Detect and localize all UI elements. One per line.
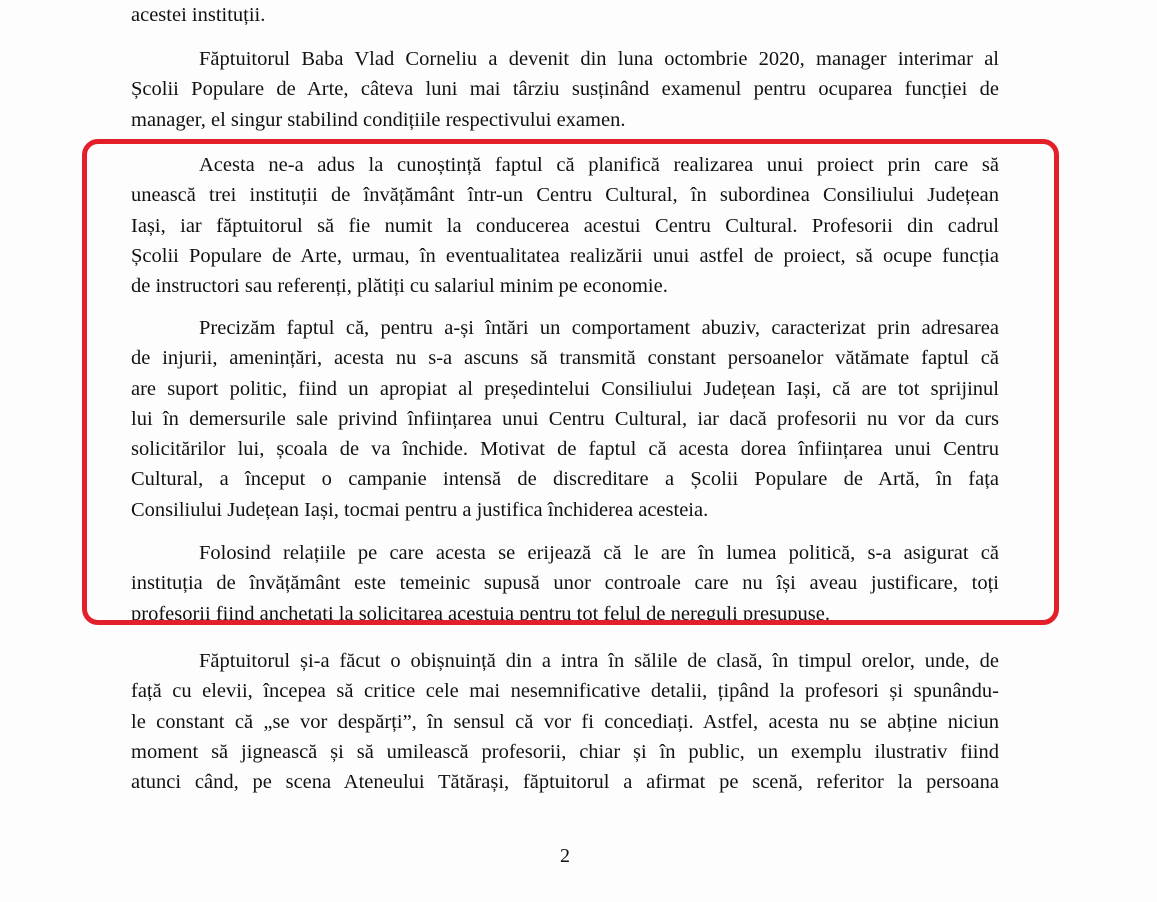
text-line: de injurii, amenințări, acesta nu s-a ascuns să transmită constant persoanelor vătămate faptul că: [131, 347, 999, 370]
text-line: Precizăm faptul că, pentru a-și întări un comportament abuziv, caracterizat prin adresarea: [199, 317, 999, 339]
text-line: moment să jignească și să umilească profesorii, chiar și în public, un exemplu ilustrativ fiind: [131, 740, 999, 763]
text-line: Școlii Populare de Arte, câteva luni mai târziu susținând examenul pentru ocuparea funcției de: [131, 78, 999, 101]
text-line: instituția de învățământ este temeinic supusă unor controale care nu își aveau justificare, toți: [131, 572, 999, 595]
text-line: Iași, iar făptuitorul să fie numit la conducerea acestui Centru Cultural. Profesorii din cadrul: [131, 214, 999, 237]
text-line: Consiliului Județean Iași, tocmai pentru a justifica închiderea acesteia.: [131, 498, 709, 521]
text-line: profesorii fiind anchetați la solicitarea acestuia pentru tot felul de nereguli presupuse.: [131, 602, 831, 625]
page-number: 2: [560, 845, 570, 867]
red-highlight-frame: [82, 139, 1059, 625]
text-line: Acesta ne-a adus la cunoștință faptul că planifică realizarea unui proiect prin care să: [199, 154, 999, 176]
text-line: Școlii Populare de Arte, urmau, în eventualitatea realizării unui astfel de proiect, să ocupe funcția: [131, 244, 999, 267]
paragraph-manager: [131, 44, 999, 135]
text-line: Folosind relațiile pe care acesta se erijează că le are în lumea politică, s-a asigurat că: [199, 542, 999, 564]
text-line: are suport politic, fiind un apropiat al președintelui Consiliului Județean Iași, că are tot sprijinul: [131, 377, 999, 400]
text-line: de instructori sau referenți, plătiți cu salariul minim pe economie.: [131, 275, 668, 298]
text-line: acestei instituții.: [131, 4, 266, 26]
text-line: lui în demersurile sale privind înființarea unui Centru Cultural, iar dacă profesorii nu vor da curs: [131, 407, 999, 430]
text-line: manager, el singur stabilind condițiile respectivului examen.: [131, 108, 626, 131]
text-line: le constant că „se vor despărți”, în sensul că vor fi concediați. Astfel, acesta nu se abține niciun: [131, 710, 999, 733]
text-line: Cultural, a început o campanie intensă de discreditare a Școlii Populare de Artă, în fața: [131, 468, 999, 491]
text-line: unească trei instituții de învățământ într-un Centru Cultural, în subordinea Consiliului Județean: [131, 184, 999, 207]
paragraph-salile-de-clasa: [131, 646, 999, 797]
text-line: solicitărilor lui, școala de va închide. Motivat de faptul că acesta dorea înființarea unui Centru: [131, 438, 999, 461]
text-line: atunci când, pe scena Ateneului Tătărași, făptuitorul a afirmat pe scenă, referitor la persoana: [131, 771, 999, 794]
paragraph-intro-tail: [131, 0, 999, 30]
text-line: Făptuitorul și-a făcut o obișnuință din a intra în sălile de clasă, în timpul orelor, unde, de: [199, 650, 999, 672]
text-line: Făptuitorul Baba Vlad Corneliu a devenit din luna octombrie 2020, manager interimar al: [199, 48, 999, 70]
text-line: față cu elevii, începea să critice cele mai nesemnificative detalii, țipând la profesori și spunându-: [131, 680, 999, 703]
